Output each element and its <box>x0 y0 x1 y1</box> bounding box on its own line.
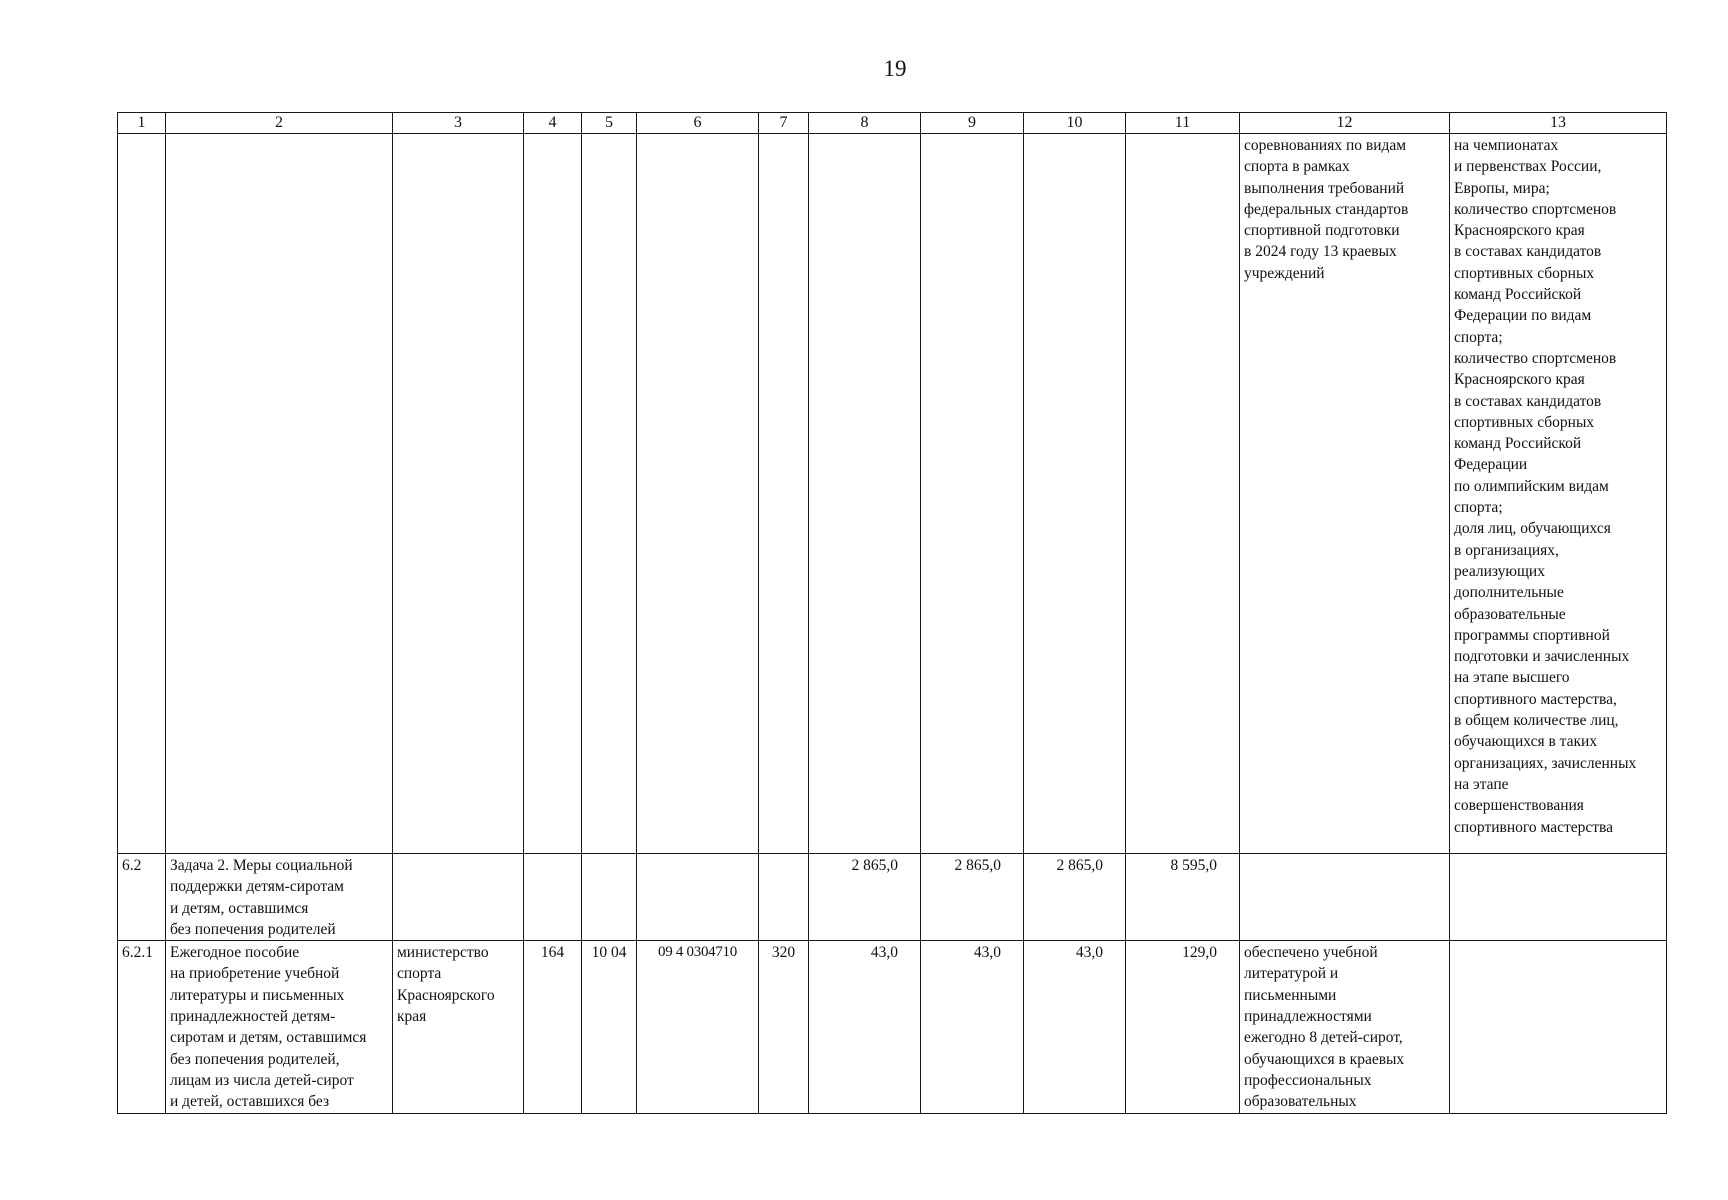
text-lines <box>1244 135 1445 284</box>
text-line: поддержки детям-сиротам <box>170 878 344 896</box>
text-line: спорта в рамках <box>1244 158 1350 176</box>
cell-num: 6.2.1 <box>118 941 166 1113</box>
cell-expected-result <box>1240 134 1450 854</box>
text-line: сиротам и детям, оставшимся <box>170 1029 367 1047</box>
cell-year-2 <box>921 134 1024 854</box>
text-line: письменными <box>1244 986 1337 1004</box>
text-line: без попечения родителей <box>170 920 336 938</box>
text-line: на приобретение учебной <box>170 965 340 983</box>
cell-year-3: 43,0 <box>1024 941 1126 1113</box>
text-line: образовательные <box>1454 605 1566 623</box>
text-line: спорта <box>397 965 442 983</box>
text-line: выполнения требований <box>1244 179 1405 197</box>
text-line: спортивного мастерства, <box>1454 690 1617 708</box>
text-line: на этапе высшего <box>1454 669 1570 687</box>
text-line: без попечения родителей, <box>170 1050 340 1068</box>
table-row-6-2 <box>118 854 1667 941</box>
text-line: в организациях, <box>1454 541 1559 559</box>
cell-name <box>166 941 393 1113</box>
text-line: Федерации по видам <box>1454 307 1592 325</box>
column-number-header: 13 <box>1450 113 1667 134</box>
cell-num: 6.2 <box>118 854 166 941</box>
column-number-header: 2 <box>166 113 393 134</box>
text-line: обучающихся в таких <box>1454 733 1598 751</box>
cell-indicator <box>1450 941 1667 1113</box>
cell-indicator <box>1450 134 1667 854</box>
text-line: лицам из числа детей-сирот <box>170 1071 354 1089</box>
text-line: совершенствования <box>1454 797 1584 815</box>
cell-year-2: 2 865,0 <box>921 854 1024 941</box>
text-line: принадлежностей детям- <box>170 1008 336 1026</box>
cell-year-1: 2 865,0 <box>809 854 921 941</box>
cell-total <box>1126 134 1240 854</box>
text-line: и детям, оставшимся <box>170 899 309 917</box>
column-number-header: 11 <box>1126 113 1240 134</box>
text-lines <box>1454 135 1662 838</box>
text-line: спортивной подготовки <box>1244 222 1400 240</box>
column-number-header: 6 <box>637 113 759 134</box>
table-row-6-2-1 <box>118 941 1667 1113</box>
text-lines <box>397 942 519 1027</box>
text-line: команд Российской <box>1454 435 1582 453</box>
cell-executor <box>393 134 524 854</box>
column-number-header: 4 <box>524 113 582 134</box>
text-line: на чемпионатах <box>1454 137 1559 154</box>
column-number-header: 7 <box>759 113 809 134</box>
text-line: обучающихся в краевых <box>1244 1050 1405 1068</box>
text-line: учреждений <box>1244 264 1325 282</box>
program-activities-table <box>117 112 1667 1114</box>
text-line: обеспечено учебной <box>1244 944 1378 962</box>
cell-year-1: 43,0 <box>809 941 921 1113</box>
column-number-header: 8 <box>809 113 921 134</box>
cell-vr <box>759 134 809 854</box>
text-line: на этапе <box>1454 775 1509 793</box>
text-line: организациях, зачисленных <box>1454 754 1637 772</box>
cell-name <box>166 854 393 941</box>
cell-rzpr: 10 04 <box>582 941 637 1113</box>
text-line: федеральных стандартов <box>1244 200 1409 218</box>
text-lines <box>1244 942 1445 1112</box>
cell-year-3: 2 865,0 <box>1024 854 1126 941</box>
cell-total: 129,0 <box>1126 941 1240 1113</box>
text-line: литературой и <box>1244 965 1339 983</box>
text-line: дополнительные <box>1454 584 1564 602</box>
text-line: профессиональных <box>1244 1071 1372 1089</box>
text-line: в общем количестве лиц, <box>1454 712 1619 730</box>
text-line: Красноярского края <box>1454 222 1585 240</box>
text-line: спортивных сборных <box>1454 264 1595 282</box>
text-line: спорта; <box>1454 328 1503 346</box>
text-line: в 2024 году 13 краевых <box>1244 243 1397 261</box>
text-line: принадлежностями <box>1244 1008 1372 1026</box>
cell-csr <box>637 854 759 941</box>
text-line: Красноярского края <box>1454 371 1585 389</box>
text-line: программы спортивной <box>1454 626 1610 644</box>
text-line: Федерации <box>1454 456 1528 474</box>
text-line: по олимпийским видам <box>1454 477 1609 495</box>
text-line: Ежегодное пособие <box>170 944 300 962</box>
cell-total: 8 595,0 <box>1126 854 1240 941</box>
text-line: литературы и письменных <box>170 986 345 1004</box>
text-line: соревнованиях по видам <box>1244 137 1407 154</box>
cell-num <box>118 134 166 854</box>
text-line: количество спортсменов <box>1454 349 1617 367</box>
column-number-row <box>118 113 1667 134</box>
cell-executor <box>393 854 524 941</box>
cell-year-1 <box>809 134 921 854</box>
cell-vr <box>759 854 809 941</box>
column-number-header: 3 <box>393 113 524 134</box>
cell-year-3 <box>1024 134 1126 854</box>
text-line: в составах кандидатов <box>1454 392 1602 410</box>
text-line: количество спортсменов <box>1454 200 1617 218</box>
column-number-header: 10 <box>1024 113 1126 134</box>
cell-rzpr <box>582 134 637 854</box>
text-line: подготовки и зачисленных <box>1454 648 1630 666</box>
table-row-continuation <box>118 134 1667 854</box>
text-line: министерство <box>397 944 489 962</box>
page-number: 19 <box>883 56 907 81</box>
text-line: в составах кандидатов <box>1454 243 1602 261</box>
cell-expected-result <box>1240 941 1450 1113</box>
column-number-header: 1 <box>118 113 166 134</box>
cell-indicator <box>1450 854 1667 941</box>
column-number-header: 9 <box>921 113 1024 134</box>
text-line: и первенствах России, <box>1454 158 1602 176</box>
text-line: Красноярского <box>397 986 495 1004</box>
column-number-header: 5 <box>582 113 637 134</box>
text-line: команд Российской <box>1454 286 1582 304</box>
text-line: Задача 2. Меры социальной <box>170 857 353 874</box>
text-line: спорта; <box>1454 499 1503 517</box>
text-line: спортивного мастерства <box>1454 818 1614 836</box>
text-line: спортивных сборных <box>1454 413 1595 431</box>
text-line: доля лиц, обучающихся <box>1454 520 1611 538</box>
text-line: образовательных <box>1244 1093 1357 1111</box>
cell-grbs <box>524 854 582 941</box>
cell-executor <box>393 941 524 1113</box>
text-line: Европы, мира; <box>1454 179 1550 197</box>
cell-grbs: 164 <box>524 941 582 1113</box>
cell-csr: 09 4 0304710 <box>637 941 759 1113</box>
text-lines <box>170 855 388 940</box>
text-line: реализующих <box>1454 562 1545 580</box>
text-lines <box>170 942 388 1112</box>
cell-vr: 320 <box>759 941 809 1113</box>
column-number-header: 12 <box>1240 113 1450 134</box>
cell-grbs <box>524 134 582 854</box>
cell-year-2: 43,0 <box>921 941 1024 1113</box>
text-line: и детей, оставшихся без <box>170 1093 330 1111</box>
text-line: края <box>397 1008 427 1026</box>
cell-name <box>166 134 393 854</box>
cell-csr <box>637 134 759 854</box>
text-line: ежегодно 8 детей-сирот, <box>1244 1029 1403 1047</box>
cell-expected-result <box>1240 854 1450 941</box>
cell-rzpr <box>582 854 637 941</box>
